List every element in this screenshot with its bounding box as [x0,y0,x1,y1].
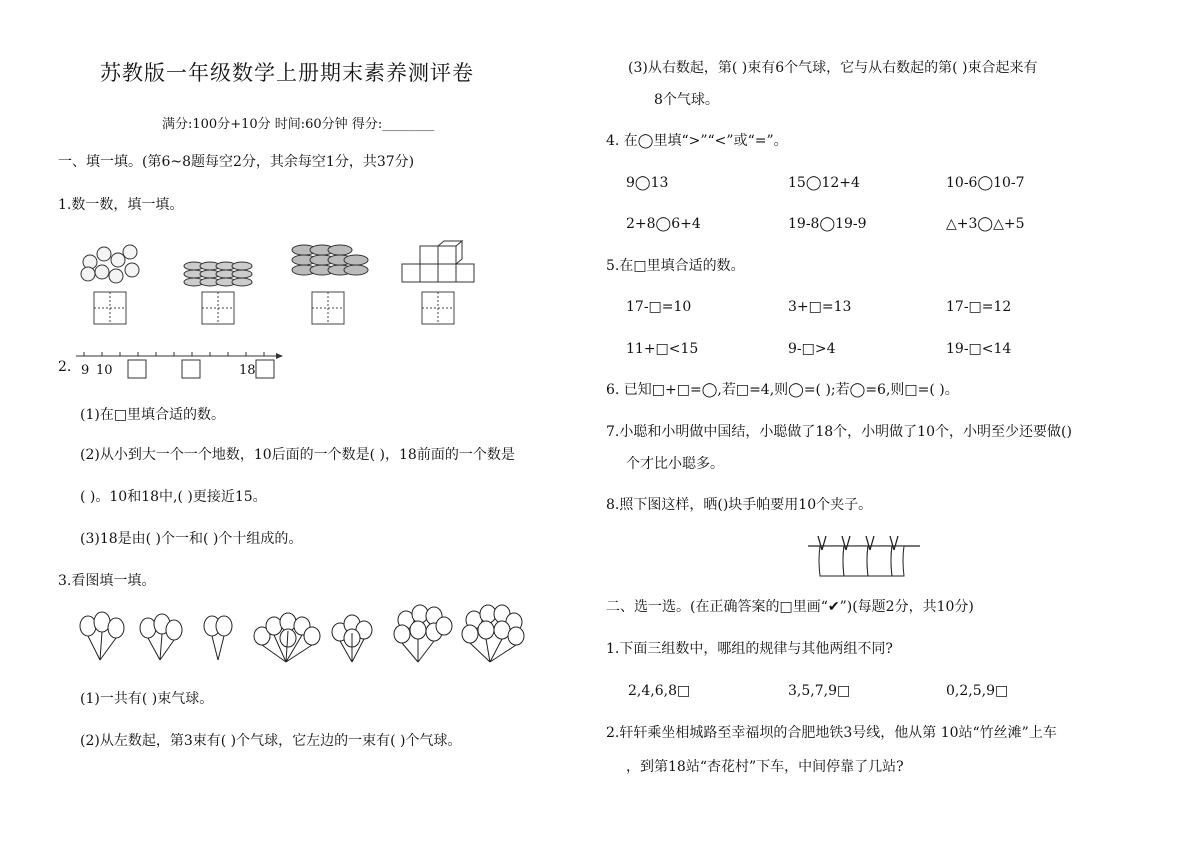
q1-pictures [76,240,496,330]
leaf-group-icon [184,262,252,286]
q5-text: 5.在□里填合适的数。 [606,258,745,274]
q3-text: 3.看图填一填。 [58,573,156,589]
balloon-bunch-icon [394,605,452,662]
q7-line1: 7.小聪和小明做中国结，小聪做了18个，小明做了10个，小明至少还要做() [606,424,1072,440]
s2-q2-line2: ，到第18站“杏花村”下车，中间停靠了几站? [626,759,904,775]
q2-2-line1: (2)从小到大一个一个地数，10后面的一个数是( )，18前面的一个数是 [80,447,515,463]
q7-line2: 个才比小聪多。 [626,456,724,472]
q2-1: (1)在□里填合适的数。 [80,407,226,423]
q2-number: 2. [58,359,72,375]
numberline-box [128,360,146,378]
s2-q1-option[interactable]: 2,4,6,8□ [628,683,691,699]
numberline-label: 18 [239,363,256,378]
s2-q1-option[interactable]: 0,2,5,9□ [946,683,1009,699]
s2-q2-line1: 2.轩轩乘坐相城路至幸福坝的合肥地铁3号线，他从第 10站“竹丝滩”上车 [606,725,1057,741]
q3-1: (1)一共有( )束气球。 [80,691,214,707]
cubes-icon [402,241,474,282]
q8-text: 8.照下图这样，晒()块手帕要用10个夹子。 [606,497,873,513]
balloon-bunch-icon [332,615,372,662]
section2-heading: 二、选一选。(在正确答案的□里画“✔”)(每题2分，共10分) [606,599,974,615]
q4-item: 10-6◯10-7 [946,175,1025,191]
numberline-label: 9 [81,363,90,378]
numberline-label: 10 [96,363,113,378]
q4-item: △+3◯△+5 [946,216,1025,232]
q6-text: 6. 已知□+□=◯,若□=4,则◯=( );若◯=6,则□=( )。 [606,382,959,398]
balloon-bunches [78,612,518,668]
q5-item: 9-□>4 [788,341,836,357]
q1-answer-boxes [94,292,454,324]
q4-text: 4. 在◯里填“>”“<”或“=”。 [606,133,788,149]
s2-q1-option[interactable]: 3,5,7,9□ [788,683,851,699]
q5-item: 19-□<14 [946,341,1012,357]
clothesline-handkerchiefs-icon [808,534,922,580]
section1-heading: 一、填一填。(第6~8题每空2分，其余每空1分，共37分) [58,154,415,170]
q3-3-line2: 8个气球。 [654,92,719,108]
q4-item: 19-8◯19-9 [788,216,867,232]
balloon-bunch-icon [462,605,524,662]
s2-q1-text: 1.下面三组数中，哪组的规律与其他两组不同? [606,641,893,657]
balloon-bunch-icon [204,616,232,660]
q3-2: (2)从左数起，第3束有( )个气球，它左边的一束有( )个气球。 [80,733,462,749]
chick-group-icon [81,245,139,283]
ring-group-icon [292,245,368,275]
balloon-bunch-icon [254,613,320,662]
q3-3-line1: (3)从右数起，第( )束有6个气球，它与从右数起的第( )束合起来有 [628,60,1038,76]
q5-item: 17-□=10 [626,299,692,315]
q2-3: (3)18是由( )个一和( )个十组成的。 [80,531,303,547]
q4-item: 2+8◯6+4 [626,216,701,232]
numberline-box [256,360,274,378]
q5-item: 3+□=13 [788,299,852,315]
balloon-bunch-icon [140,614,182,660]
q5-item: 17-□=12 [946,299,1012,315]
q4-item: 9◯13 [626,175,669,191]
balloon-bunch-icon [80,612,124,660]
q5-item: 11+□<15 [626,341,699,357]
q4-item: 15◯12+4 [788,175,860,191]
paper-subtitle: 满分:100分+10分 时间:60分钟 得分:________ [162,117,435,132]
paper-title: 苏教版一年级数学上册期末素养测评卷 [100,61,474,85]
numberline-box [182,360,200,378]
q2-2-line2: ( )。10和18中,( )更接近15。 [80,489,267,505]
q1-text: 1.数一数，填一填。 [58,197,184,213]
